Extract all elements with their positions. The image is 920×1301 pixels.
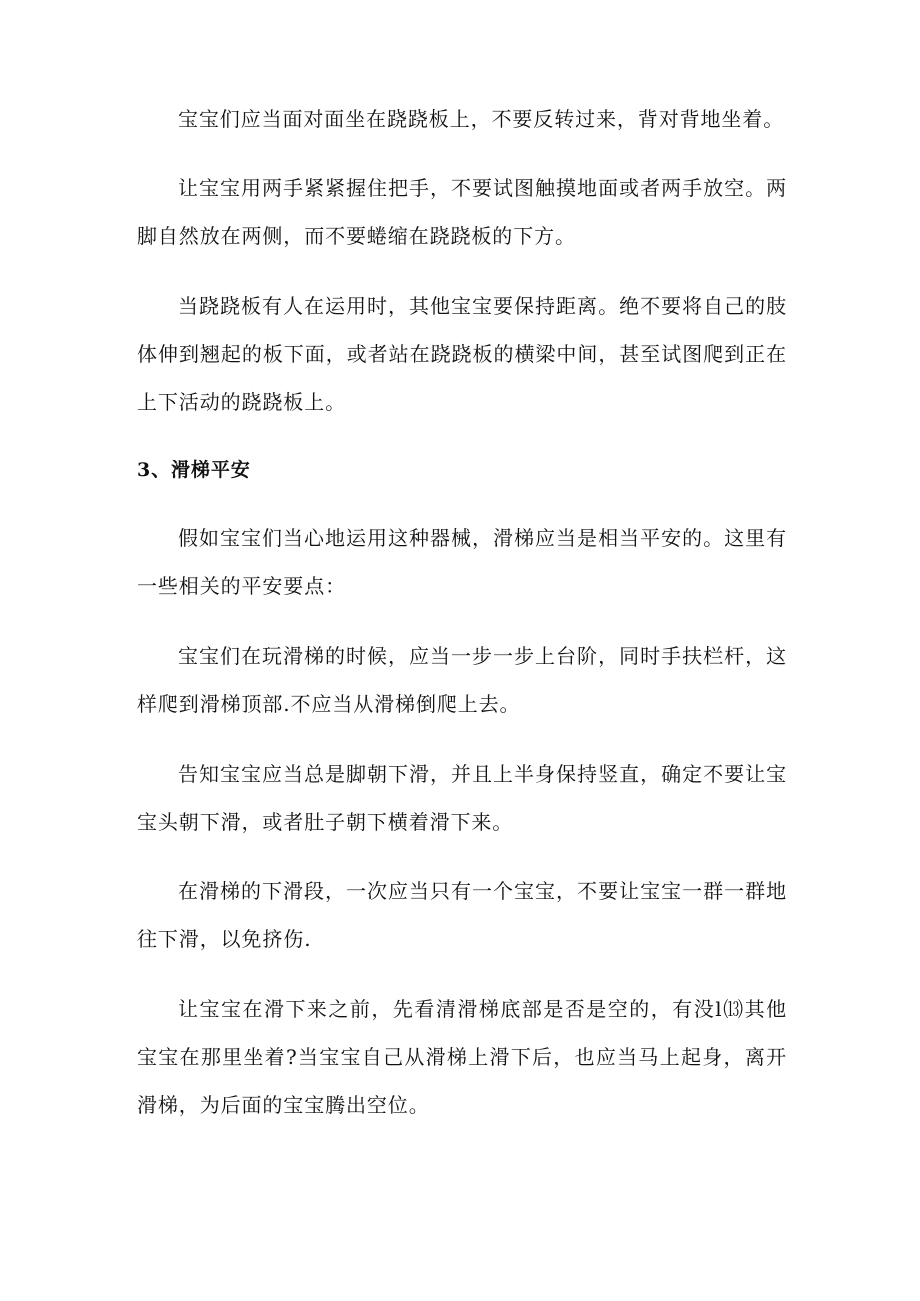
paragraph-seesaw-grip: 让宝宝用两手紧紧握住把手，不要试图触摸地面或者两手放空。两脚自然放在两侧，而不要蜷缩在跷跷板的下方。 bbox=[137, 176, 787, 248]
paragraph-slide-feet-first: 告知宝宝应当总是脚朝下滑，并且上半身保持竖直，确定不要让宝宝头朝下滑，或者肚子朝下横着滑下来。 bbox=[137, 762, 787, 834]
section-heading-slide-safety: 3、滑梯平安 bbox=[137, 459, 251, 481]
paragraph-slide-check-bottom: 让宝宝在滑下来之前，先看清滑梯底部是否是空的，有没l⒀其他宝宝在那里坐着?当宝宝自己从滑梯上滑下后，也应当马上起身，离开滑梯，为后面的宝宝腾出空位。 bbox=[137, 997, 787, 1117]
paragraph-seesaw-facing: 宝宝们应当面对面坐在跷跷板上，不要反转过来，背对背地坐着。 bbox=[178, 107, 785, 131]
paragraph-slide-one-at-a-time: 在滑梯的下滑段，一次应当只有一个宝宝，不要让宝宝一群一群地往下滑，以免挤伤. bbox=[137, 879, 787, 951]
paragraph-slide-climb: 宝宝们在玩滑梯的时候，应当一步一步上台阶，同时手扶栏杆，这样爬到滑梯顶部.不应当从滑梯倒爬上去。 bbox=[137, 644, 787, 716]
paragraph-slide-intro: 假如宝宝们当心地运用这种器械，滑梯应当是相当平安的。这里有一些相关的平安要点： bbox=[137, 526, 787, 598]
paragraph-seesaw-distance: 当跷跷板有人在运用时，其他宝宝要保持距离。绝不要将自己的肢体伸到翘起的板下面，或者站在跷跷板的横梁中间，甚至试图爬到正在上下活动的跷跷板上。 bbox=[137, 294, 787, 414]
